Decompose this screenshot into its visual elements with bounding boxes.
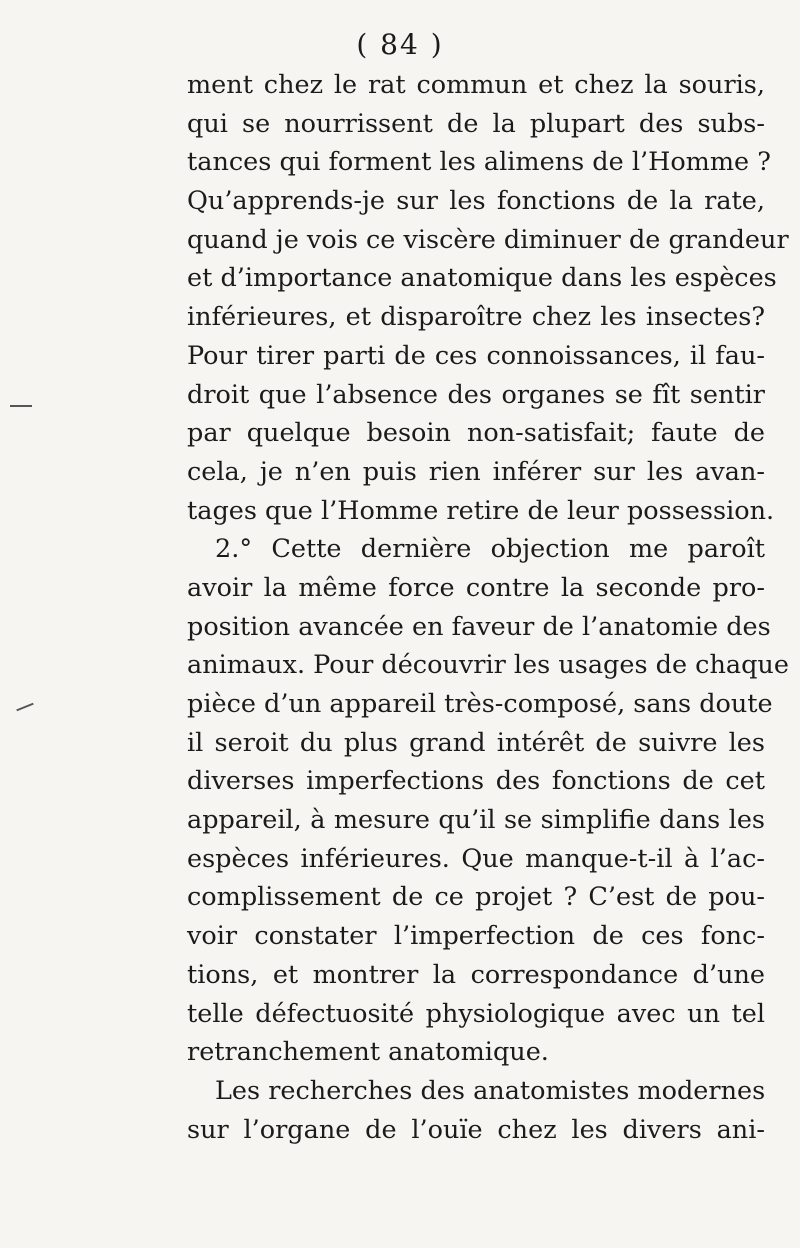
text-line: tances qui forment les alimens de l’Homme ? [187, 147, 771, 178]
margin-mark [10, 405, 32, 407]
text-line: voir constater l’imperfection de ces fonc- [187, 921, 765, 952]
body-text [187, 66, 789, 1149]
text-line: 2.° Cette dernière objection me paroît [215, 534, 765, 565]
text-line: cela, je n’en puis rien inférer sur les avan- [187, 456, 765, 487]
text-line: quand je vois ce viscère diminuer de grandeur [187, 224, 789, 255]
text-line: pièce d’un appareil très-composé, sans doute [187, 689, 773, 719]
text-line: inférieures, et disparoître chez les insectes? [187, 302, 765, 333]
text-line: ment chez le rat commun et chez la souris, [187, 70, 765, 100]
text-line: Qu’apprends-je sur les fonctions de la rate, [187, 186, 765, 217]
text-line: appareil, à mesure qu’il se simplifie dans les [187, 805, 765, 836]
text-line: et d’importance anatomique dans les espèces [187, 263, 777, 294]
text-line: tages que l’Homme retire de leur possession. [187, 495, 775, 526]
text-line: par quelque besoin non-satisfait; faute de [187, 418, 765, 449]
text-line: complissement de ce projet ? C’est de pou- [187, 882, 765, 913]
text-line: il seroit du plus grand intérêt de suivre les [187, 727, 765, 758]
text-line: Pour tirer parti de ces connoissances, il fau- [187, 340, 765, 371]
text-line: diverses imperfections des fonctions de cet [187, 766, 765, 797]
page-number: ( 84 ) [356, 28, 444, 61]
text-line: position avancée en faveur de l’anatomie des [187, 611, 771, 642]
margin-mark [16, 703, 33, 712]
text-line: retranchement anatomique. [187, 1037, 549, 1068]
text-line: sur l’organe de l’ouïe chez les divers ani- [187, 1114, 765, 1145]
text-line: animaux. Pour découvrir les usages de chaque [187, 650, 789, 681]
text-line: droit que l’absence des organes se fît sentir [187, 379, 765, 410]
text-line: Les recherches des anatomistes modernes [215, 1075, 766, 1106]
text-line: tions, et montrer la correspondance d’une [187, 959, 765, 990]
text-line: espèces inférieures. Que manque-t-il à l’ac- [187, 843, 765, 874]
text-line: qui se nourrissent de la plupart des subs- [187, 108, 765, 139]
text-line: avoir la même force contre la seconde pro- [187, 572, 765, 603]
text-line: telle défectuosité physiologique avec un tel [187, 998, 765, 1029]
